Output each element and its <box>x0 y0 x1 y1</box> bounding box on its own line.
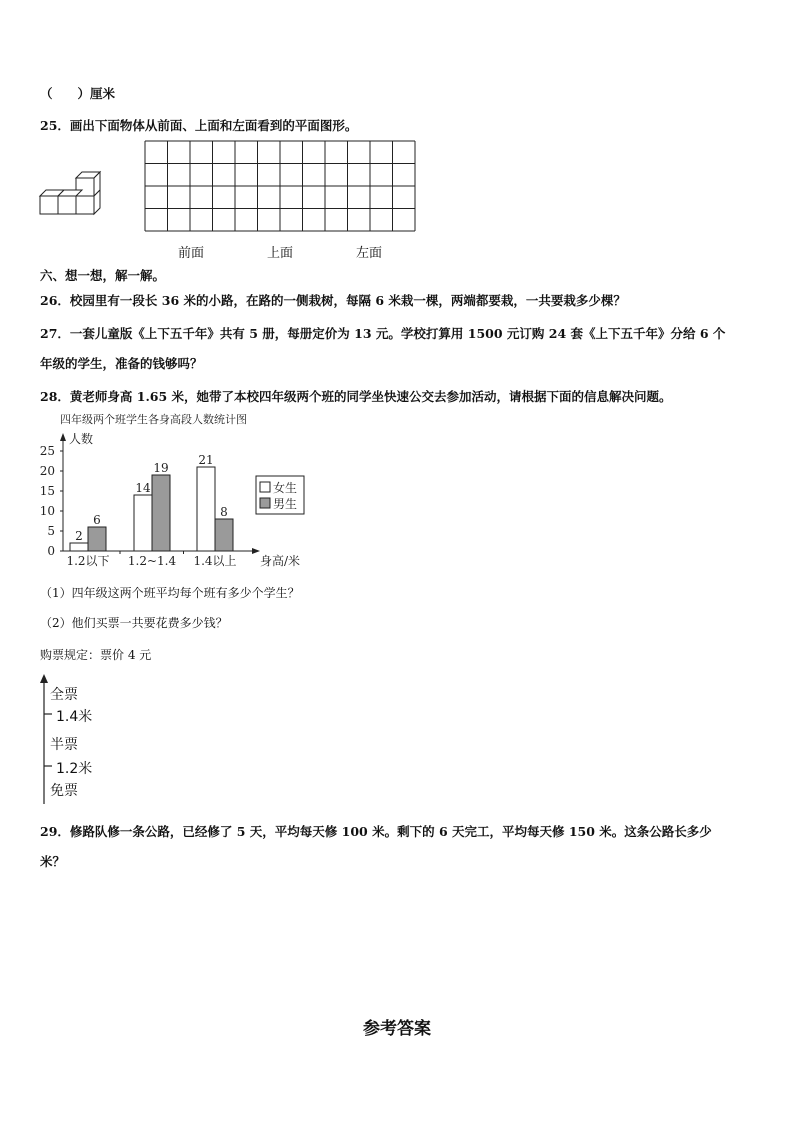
question-28: 28．黄老师身高 1.65 米，她带了本校四年级两个班的同学坐快速公交去参加活动，请根据下面的信息解决问题。 <box>40 389 672 404</box>
y-tick-label: 5 <box>47 524 55 538</box>
bar-boys <box>215 519 233 551</box>
bar-value-label: 19 <box>153 461 169 475</box>
x-tick-label: 1.2以下 <box>66 554 110 568</box>
grid-label-left: 左面 <box>356 246 383 261</box>
answer-title: 参考答案 <box>363 1019 431 1039</box>
legend-swatch <box>260 482 270 492</box>
y-axis-label: 人数 <box>69 432 94 446</box>
grid-label-top: 上面 <box>267 246 294 261</box>
question-27-line2: 年级的学生，准备的钱够吗？ <box>40 356 203 371</box>
y-axis-arrow <box>60 433 66 441</box>
question-29-line1: 29．修路队修一条公路，已经修了 5 天，平均每天修 100 米。剩下的 6 天完工，平均每天修 150 米。这条公路长多少 <box>40 824 712 839</box>
bar-value-label: 8 <box>220 505 228 519</box>
bar-value-label: 6 <box>93 513 101 527</box>
x-axis-arrow <box>252 548 260 554</box>
y-tick-label: 20 <box>39 464 55 478</box>
y-tick-label: 10 <box>39 504 55 518</box>
scale-1-4m: 1.4米 <box>56 709 93 725</box>
bar-girls <box>197 467 215 551</box>
question-28-1: （1）四年级这两个班平均每个班有多少个学生？ <box>40 586 300 600</box>
question-28-2: （2）他们买票一共要花费多少钱？ <box>40 616 228 630</box>
bar-boys <box>152 475 170 551</box>
chart-title: 四年级两个班学生各身高段人数统计图 <box>60 413 247 426</box>
scale-full-ticket: 全票 <box>50 687 78 703</box>
question-26: 26．校园里有一段长 36 米的小路，在路的一侧栽树，每隔 6 米栽一棵，两端都要栽，一共要栽多少棵？ <box>40 293 626 308</box>
legend-label: 男生 <box>273 497 298 511</box>
bar-girls <box>134 495 152 551</box>
bar-value-label: 2 <box>75 529 83 543</box>
x-tick-label: 1.2~1.4 <box>127 554 177 568</box>
scale-free-ticket: 免票 <box>50 783 78 799</box>
bar-value-label: 14 <box>135 481 151 495</box>
bar-boys <box>88 527 106 551</box>
scale-1-2m: 1.2米 <box>56 761 93 777</box>
question-27-line1: 27．一套儿童版《上下五千年》共有 5 册，每册定价为 13 元。学校打算用 1500 元订购 24 套《上下五千年》分给 6 个 <box>40 326 726 341</box>
cube-figure <box>38 170 108 218</box>
grid-label-front: 前面 <box>178 246 205 261</box>
x-axis-label: 身高/米 <box>260 554 301 568</box>
question-29-line2: 米？ <box>40 854 66 869</box>
blank-cm-line: （ ）厘米 <box>40 86 116 101</box>
scale-half-ticket: 半票 <box>50 737 78 753</box>
y-tick-label: 25 <box>39 444 55 458</box>
height-bar-chart <box>30 428 310 570</box>
legend-swatch <box>260 498 270 508</box>
y-tick-label: 0 <box>47 544 55 558</box>
legend-label: 女生 <box>273 481 298 495</box>
ticket-rule: 购票规定：票价 4 元 <box>40 648 152 662</box>
x-tick-label: 1.4以上 <box>193 554 237 568</box>
section-6-heading: 六、想一想，解一解。 <box>40 268 166 283</box>
bar-value-label: 21 <box>198 453 214 467</box>
bar-girls <box>70 543 88 551</box>
y-tick-label: 15 <box>39 484 55 498</box>
question-25: 25．画出下面物体从前面、上面和左面看到的平面图形。 <box>40 118 358 133</box>
drawing-grid <box>144 140 416 232</box>
